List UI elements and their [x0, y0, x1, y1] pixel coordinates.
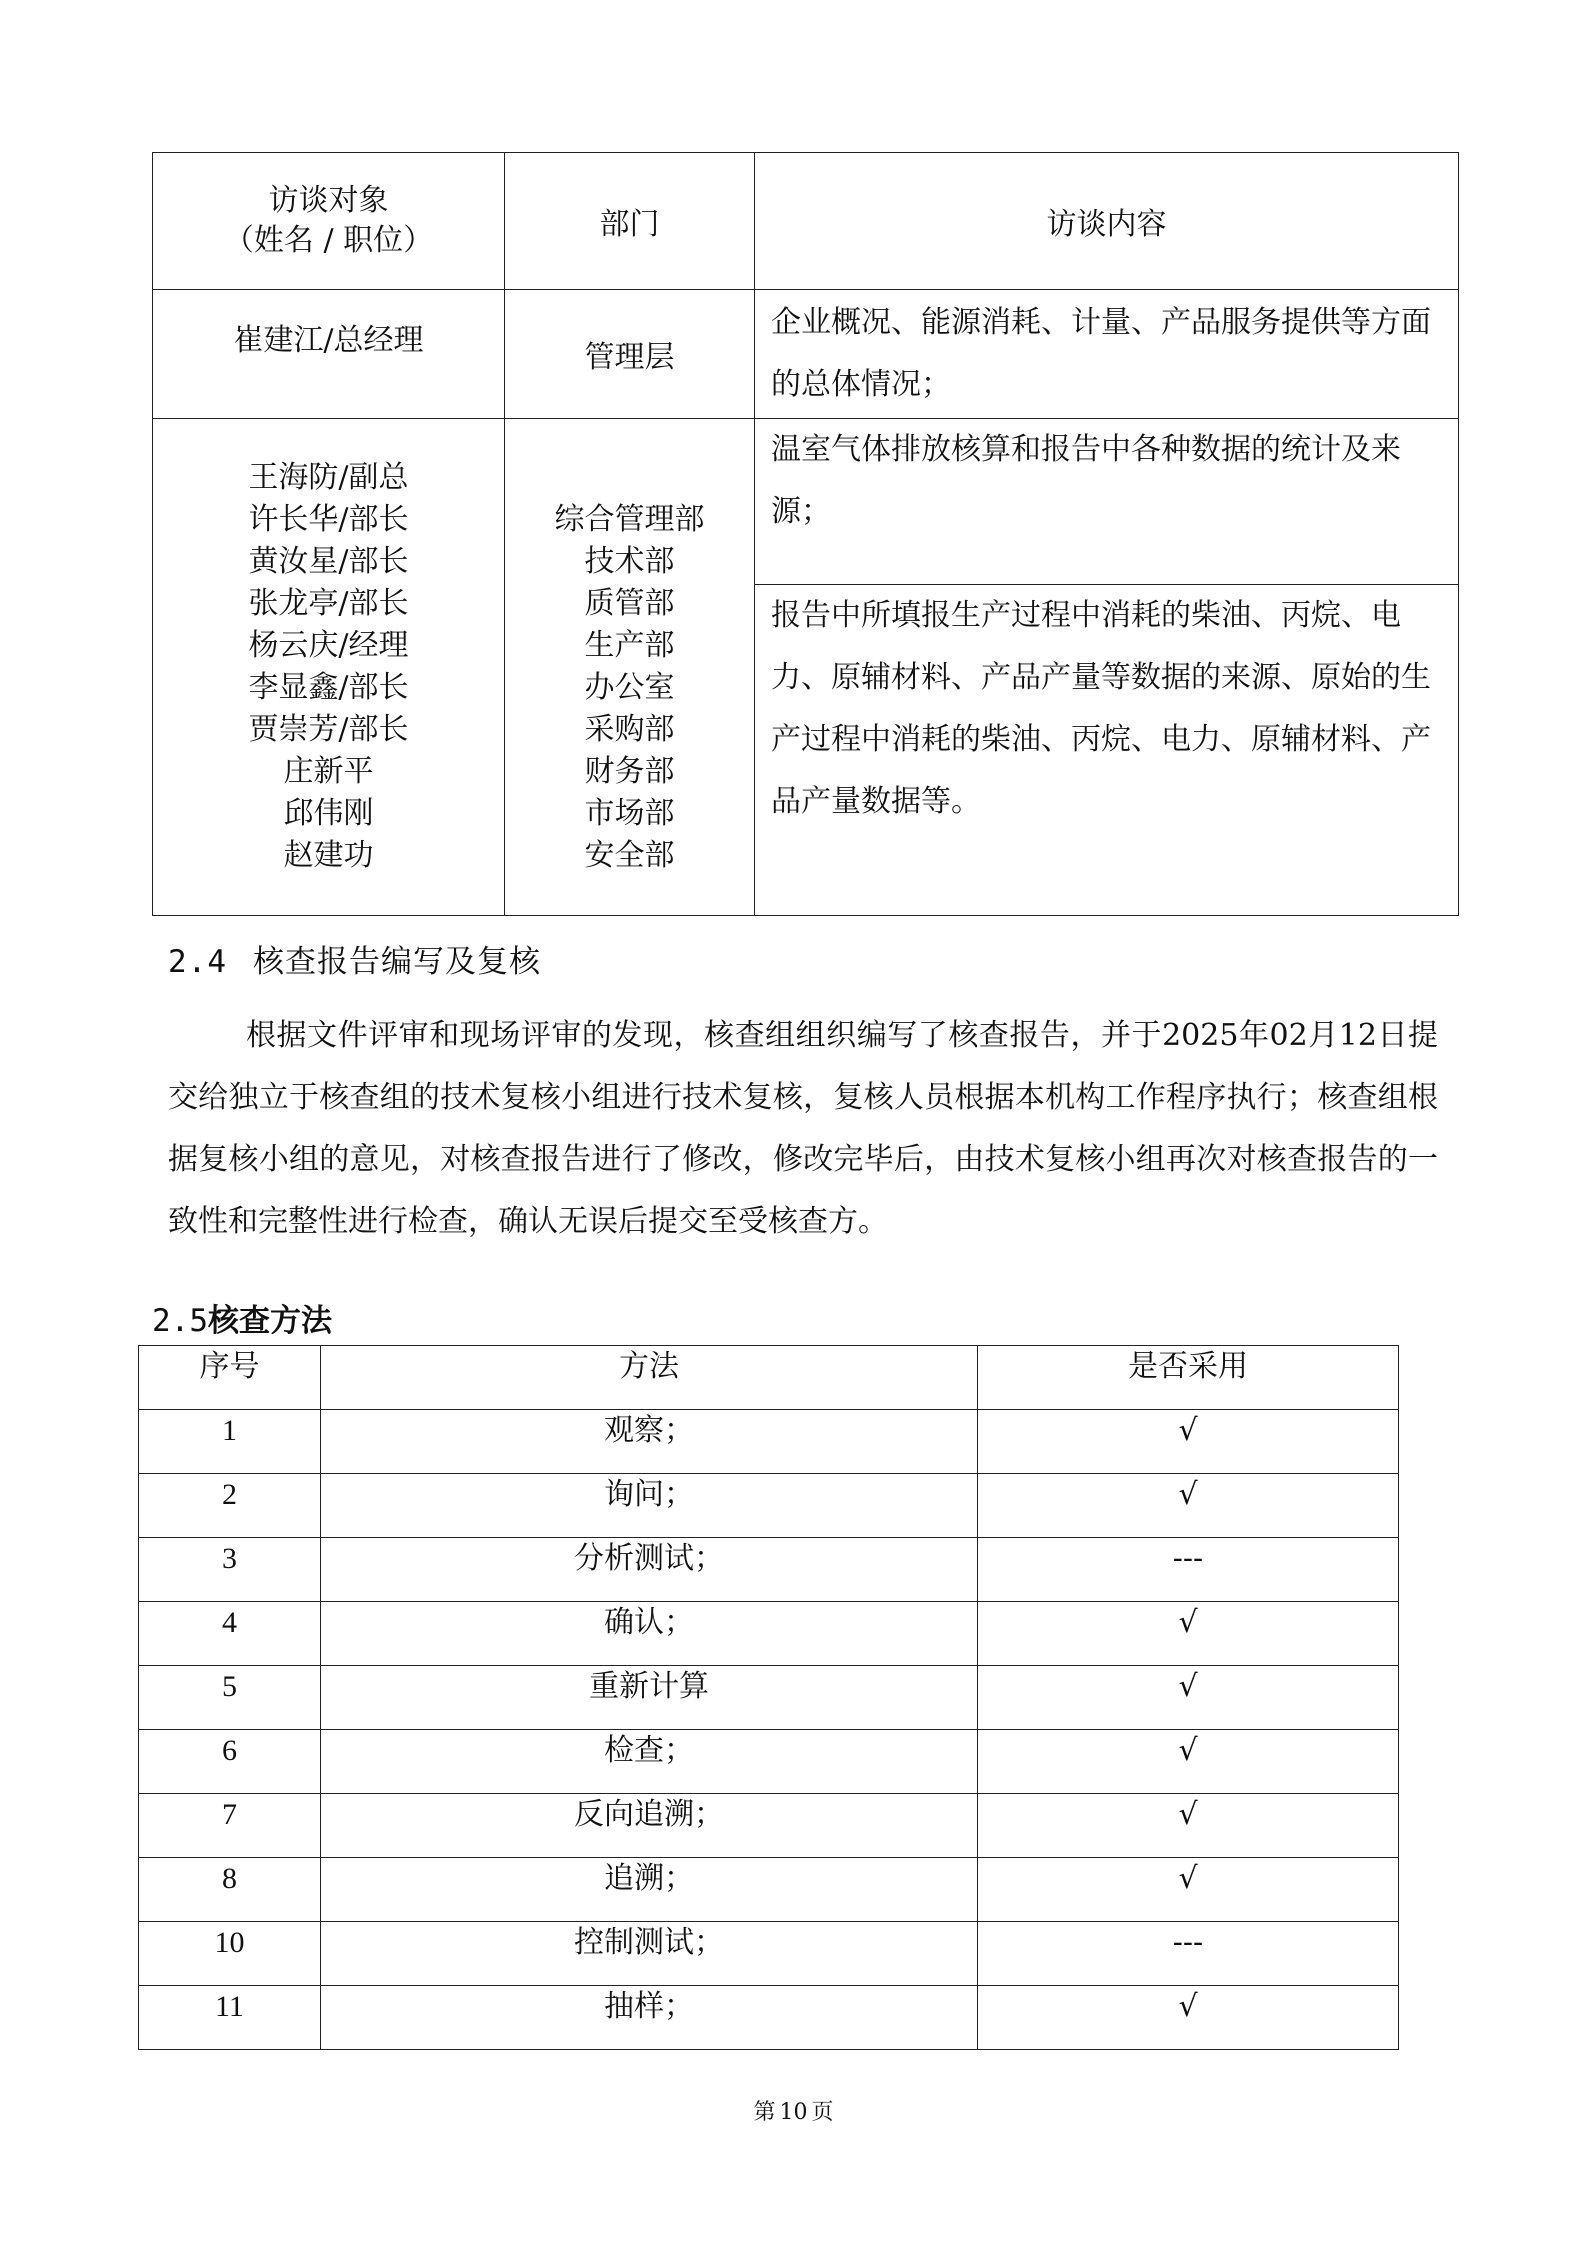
cell-dept-list — [505, 419, 755, 916]
staff-name: 李显鑫/部长 — [248, 670, 409, 705]
row-number: 6 — [139, 1730, 321, 1794]
row-method: 追溯； — [321, 1858, 978, 1922]
department-name: 生产部 — [584, 628, 675, 663]
row-number: 2 — [139, 1474, 321, 1538]
table-row — [139, 1730, 1399, 1794]
staff-name: 杨云庆/经理 — [248, 628, 409, 663]
department-name: 技术部 — [584, 544, 675, 579]
staff-name: 邱伟刚 — [283, 796, 374, 831]
row-method: 重新计算 — [321, 1666, 978, 1730]
section-number: 2.5 — [152, 1303, 208, 1339]
row-used: √ — [978, 1858, 1399, 1922]
department-name: 采购部 — [584, 712, 675, 747]
interview-header-row — [153, 153, 1459, 290]
content-text-b: 报告中所填报生产过程中消耗的柴油、丙烷、电力、原辅材料、产品产量等数据的来源、原始的生产过程中消耗的柴油、丙烷、电力、原辅材料、产品产量数据等。 — [771, 598, 1431, 819]
cell-management-content — [755, 290, 1459, 419]
staff-name: 贾崇芳/部长 — [248, 712, 409, 747]
row-number: 4 — [139, 1602, 321, 1666]
staff-names-list — [153, 457, 504, 877]
table-row — [139, 1666, 1399, 1730]
interview-row-management — [153, 290, 1459, 419]
row-method: 分析测试； — [321, 1538, 978, 1602]
section-title-text: 核查方法 — [208, 1303, 332, 1339]
table-row — [139, 1986, 1399, 2050]
section-2-4-paragraph: 根据文件评审和现场评审的发现，核查组组织编写了核查报告，并于2025年02月12日提交给独立于核查组的技术复核小组进行技术复核，复核人员根据本机构工作程序执行；核查组根据复核小组的意见，对核查报告进行了修改，修改完毕后，由技术复核小组再次对核查报告的一致性和完整性进行检查，确认无误后提交至受核查方。 — [168, 1018, 1438, 1239]
row-number: 1 — [139, 1410, 321, 1474]
management-content-text: 企业概况、能源消耗、计量、产品服务提供等方面的总体情况； — [771, 305, 1431, 402]
row-used: √ — [978, 1666, 1399, 1730]
staff-name: 王海防/副总 — [248, 460, 409, 495]
staff-name: 黄汝星/部长 — [248, 544, 409, 579]
row-number: 8 — [139, 1858, 321, 1922]
content-text-a: 温室气体排放核算和报告中各种数据的统计及来源； — [771, 432, 1401, 529]
header-subject-line2: （姓名 / 职位） — [223, 223, 434, 258]
interview-table — [152, 152, 1459, 916]
footer-prefix: 第 — [753, 2100, 776, 2125]
cell-manager-name — [153, 290, 505, 419]
footer-suffix: 页 — [811, 2100, 834, 2125]
row-method: 抽样； — [321, 1986, 978, 2050]
staff-name: 赵建功 — [283, 838, 374, 873]
cell-management-dept: 管理层 — [505, 290, 755, 419]
section-2-5-heading — [152, 1295, 332, 1340]
department-name: 安全部 — [584, 838, 675, 873]
section-number: 2.4 — [168, 944, 227, 980]
cell-dept-content — [755, 419, 1459, 916]
staff-name: 庄新平 — [283, 754, 374, 789]
row-number: 10 — [139, 1922, 321, 1986]
row-number: 11 — [139, 1986, 321, 2050]
content-cell-a — [755, 419, 1458, 585]
row-number: 3 — [139, 1538, 321, 1602]
section-title-text: 核查报告编写及复核 — [253, 944, 541, 980]
department-name: 综合管理部 — [554, 502, 705, 537]
table-row — [139, 1474, 1399, 1538]
table-row — [139, 1410, 1399, 1474]
page-number: 10 — [779, 2100, 808, 2125]
staff-name: 张龙亭/部长 — [248, 586, 409, 621]
content-cell-b — [755, 585, 1458, 915]
cell-staff-names — [153, 419, 505, 916]
table-row — [139, 1922, 1399, 1986]
row-used: √ — [978, 1410, 1399, 1474]
header-subject — [153, 153, 505, 290]
row-method: 确认； — [321, 1602, 978, 1666]
table-row — [139, 1858, 1399, 1922]
interview-row-departments — [153, 419, 1459, 916]
row-method: 检查； — [321, 1730, 978, 1794]
header-method: 方法 — [321, 1346, 978, 1410]
header-used: 是否采用 — [978, 1346, 1399, 1410]
row-used: --- — [978, 1922, 1399, 1986]
row-method: 控制测试； — [321, 1922, 978, 1986]
methods-header-row — [139, 1346, 1399, 1410]
department-list — [505, 457, 754, 877]
department-name: 办公室 — [584, 670, 675, 705]
header-subject-line1: 访谈对象 — [268, 183, 389, 218]
table-row — [139, 1538, 1399, 1602]
table-row — [139, 1794, 1399, 1858]
header-content: 访谈内容 — [755, 153, 1459, 290]
row-number: 5 — [139, 1666, 321, 1730]
methods-table — [138, 1345, 1399, 2050]
row-used: √ — [978, 1474, 1399, 1538]
row-used: √ — [978, 1730, 1399, 1794]
row-method: 反向追溯； — [321, 1794, 978, 1858]
department-name: 市场部 — [584, 796, 675, 831]
row-used: √ — [978, 1602, 1399, 1666]
row-used: √ — [978, 1794, 1399, 1858]
manager-name: 崔建江/总经理 — [233, 323, 424, 358]
header-no: 序号 — [139, 1346, 321, 1410]
header-department: 部门 — [505, 153, 755, 290]
page-footer — [0, 2095, 1587, 2126]
row-number: 7 — [139, 1794, 321, 1858]
table-row — [139, 1602, 1399, 1666]
section-2-4-heading — [168, 936, 541, 981]
staff-name: 许长华/部长 — [248, 502, 409, 537]
row-method: 观察； — [321, 1410, 978, 1474]
row-method: 询问； — [321, 1474, 978, 1538]
row-used: --- — [978, 1538, 1399, 1602]
department-name: 财务部 — [584, 754, 675, 789]
department-name: 质管部 — [584, 586, 675, 621]
row-used: √ — [978, 1986, 1399, 2050]
